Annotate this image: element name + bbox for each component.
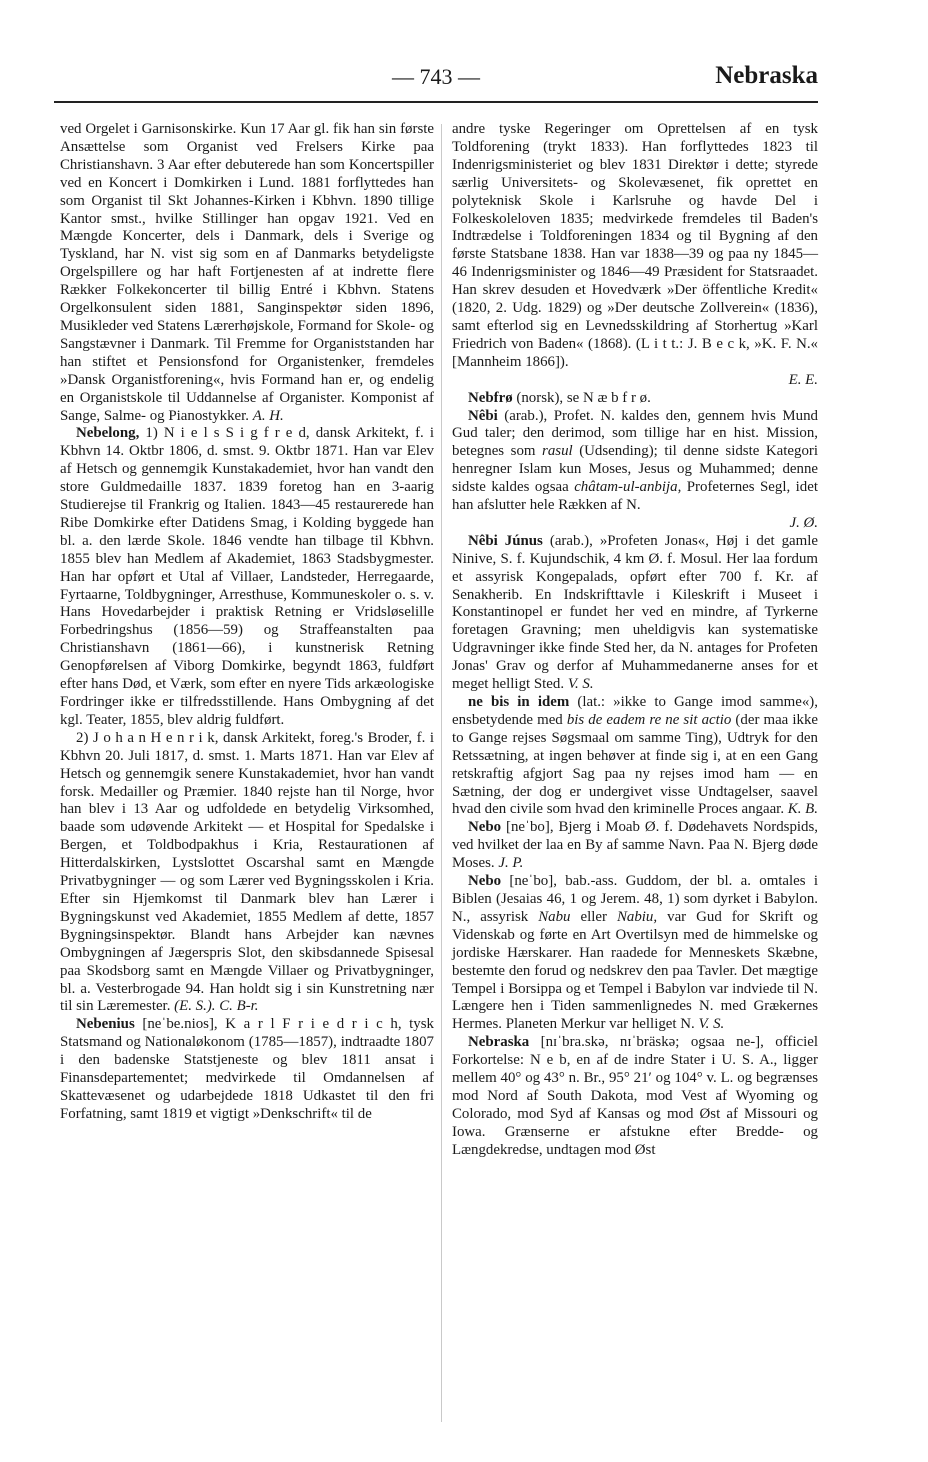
right-column <box>452 121 818 1417</box>
author-signature: V. S. <box>567 676 594 693</box>
entry-ne-bis-in-idem: ne bis in idem (lat.: »ikke to Gange imod samme«), ensbetydende med bis de eadem re ne sit actio (der maa ikke to Gange rejses Søgsmaal om samme Ting), Udtryk for den Retssætning, at ingen behøver at finde sig i, at en een Gang retskraftig afgjort Sag paa ny rejses imod ham — en Sætning, der dog er undergivet visse Undtagelser, saavel hvad den civile som hvad den kriminelle Proces angaar. K. B. <box>452 694 819 818</box>
entry-nebo-deity: Nebo [neˈbo], bab.-ass. Guddom, der bl. a. omtales i Biblen (Jesaias 46, 1 og Jerem. 48, 1) som dyrket i Babylon. N., assyrisk Nabu eller Nabiu, var Gud for Skrift og Videnskab og førte en Art Overtilsyn med de himmelske og jordiske Hærskarer. Han raadede for Menneskets Skæbne, bestemte den forud og nedskrev den paa Tavler. Det mægtige Tempel i Borsippa og et Tempel i Babylon var indviede til N. Længere hen i Tiden sammenlignedes N. med Grækernes Hermes. Planeten Merkur var helliget N. V. S. <box>452 873 818 1033</box>
author-signature: (E. S.). C. B-r. <box>174 998 259 1015</box>
entry-nebraska: Nebraska [nɪˈbra.skə, nɪˈbräskə; ogsaa ne-], officiel Forkortelse: N e b, en af de indre Stater i U. S. A., ligger mellem 40° og 43° n. Br., 95° 21′ og 104° v. L. og begrænses mod Nord af South Dakota, mod Vest af Wyoming og Colorado, mod Syd af Kansas og mod Øst af Missouri og Iowa. Grænserne er afstukne efter Bredde- og Længdekredse, undtagen mod Øst <box>452 1034 818 1158</box>
left-column <box>60 121 434 1417</box>
headword: Nebo <box>468 819 502 836</box>
author-signature: J. Ø. <box>789 514 818 531</box>
headword: Nebo <box>468 873 502 890</box>
entry-nebi-junus: Nêbi Júnus (arab.), »Profeten Jonas«, Høj i det gamle Ninive, S. f. Kujundschik, 4 km Ø. f. Mosul. Her laa fordum et assyrisk Kongepalads, opført efter 700 f. Kr. af Senakherib. En Indskrifttavle i Kileskrift i Museet i Konstantinopel er fundet her ved en mindre, af Tyrkerne foretagen Gravning; men uheldigvis kan systematiske Udgravninger ikke finde Sted her, da N. antages for Profeten Jonas' Grav og derfor af Muhammedanerne anses for et meget helligt Sted. V. S. <box>452 532 818 693</box>
entry-nebo-mountain: Nebo [neˈbo], Bjerg i Moab Ø. f. Dødehavets Nordspids, ved hvilket der laa en By af samme Navn. Paa N. Bjerg døde Moses. J. P. <box>452 819 819 872</box>
headword: ne bis in idem <box>468 694 570 710</box>
running-head: Nebraska <box>715 62 818 89</box>
headword: Nebfrø <box>468 389 513 406</box>
entry-nebfro: Nebfrø (norsk), se N æ b f r ø. <box>468 389 651 406</box>
entry-paragraph: 2) J o h a n H e n r i k, dansk Arkitekt, foreg.'s Broder, f. i Kbhvn 20. Juli 1817, d. smst. 1. Marts 1871. Han var Elev af Hetsch og gennemgik senere Kunstakademiet, hvor han vandt forsk. Medailler og Præmier. 1840 rejste han til Norge, hvor han blev i 13 Aar og udfoldede en betydelig Virksomhed, baade som udøvende Arkitekt — et Hospital for Spedalske i Bergen, et Toldbodpakhus i Kria, Restaurationen af Hitterdalskirken, Lystslottet Oscarshal samt en Mængde Privatbygninger — og som Lærer ved Bygningsskolen i Kria. Efter sin Hjemkomst til Danmark blev han Lærer i Bygningskunst ved Akademiet, 1855 Medlem af dette, 1857 Bygningsinspektør. Blandt hans Arbejder kan nævnes Ombygningen af Jægerspris Slot, den skibsdannede Spisesal paa Skodsborg samt en Mængde Villaer og Privatbygninger, bl. a. Vesterbrogade 94. Han holdt sig i sin Kunstretning nær til sin Læremester. (E. S.). C. B-r. <box>60 729 434 1015</box>
header-rule <box>54 101 818 103</box>
entry-nebelong: Nebelong, 1) N i e l s S i g f r e d, dansk Arkitekt, f. i Kbhvn 14. Oktbr 1806, d. smst. 9. Oktbr 1871. Han var Elev af Hetsch og gennemgik Kunstakademiet, hvor han vandt den store Guldmedaille 1837. 1839 foretog han en 3-aarig Studierejse til Frankrig og Italien. 1843—45 restaurerede han Ribe Domkirke efter Datidens Smag, i Kolding byggede han bl. a. den lærde Skole. 1846 vendte han tilbage til Kbhvn. 1855 blev han Medlem af Akademiet, 1863 Stadsbygmester. Han har opført et Utal af Villaer, Landsteder, Herregaarde, Fyrtaarne, Toldbygninger, Arresthuse, Kommuneskoler o. s. v. Hans Hovedarbejder i praktisk Retning er Vridsløselille Forbedringshus (1856—59) og Straffeanstalten paa Christianshavn (1861—66), i kunstnerisk Retning Genopførelsen af Viborg Domkirke, begyndt 1863, fuldført efter hans Død, et Værk, som efter en nyere Tids arkæologiske Fordringer ikke er tilfredsstillende. Hans Ombygning af det kgl. Teater, 1855, blev aldrig fuldført. <box>60 425 434 728</box>
headword: Nebraska <box>468 1034 530 1051</box>
entry-paragraph: andre tyske Regeringer om Oprettelsen af en tysk Toldforening (trykt 1833). Han forflyttedes 1823 til Indenrigsministeriet og blev 1831 Direktør i dette; styrede særlig Universitets- og Skolevæsenet, fik oprettet en polyteknisk Skole i Karlsruhe og havde Del i Folkeskoleloven 1835; medvirkede fremdeles til Baden's Indtrædelse i Toldforeningen 1834 og til Bygning af den første Statsbane 1838. Han var 1838—39 og paa ny 1845—46 Indenrigsminister og 1846—49 Præsident for Statsraadet. Han skrev desuden et Hovedværk »Der öffentliche Kredit« (1820, 2. Udg. 1829) og »Der deutsche Zollverein« (1836), samt efterlod sig en Levnedsskildring af Storhertug »Karl Friedrich von Baden« (1868). (L i t t.: J. B e c k, »K. F. N.« [Mannheim 1866]). <box>452 121 818 370</box>
headword: Nebelong, <box>76 425 140 442</box>
entry-nebenius: Nebenius [neˈbe.nios], K a r l F r i e d r i c h, tysk Statsmand og Nationaløkonom (1785—1857), indtraadte 1807 i den badenske Statstjeneste og blev 1811 ansat i Finansdepartementet; medvirkede til Omdannelsen af Skattevæsenet og udarbejdede 1818 Udkastet til den fri Forfatning, samt 1819 et vigtigt »Denkschrift« til de <box>60 1016 434 1122</box>
headword: Nêbi <box>468 407 498 424</box>
author-signature: J. P. <box>498 855 524 872</box>
entry-nebi: Nêbi (arab.), Profet. N. kaldes den, gennem hvis Mund Gud taler; den derimod, som tillige har en hist. Mission, betegnes som rasul (Udsending); til denne sidste Kategori henregner Islam kun Moses, Jesus og Muhammed; denne sidste kaldes ogsaa châtam-ul-anbija, Profeternes Segl, idet han afslutter hele Rækken af N. <box>452 407 818 514</box>
column-separator <box>441 124 442 1422</box>
author-signature: V. S. <box>698 1016 725 1033</box>
entry-paragraph: ved Orgelet i Garnisonskirke. Kun 17 Aar gl. fik han sin første Ansættelse som Organist ved Frelsers Kirke paa Christianshavn. 3 Aar efter debuterede han som Koncertspiller ved en Koncert i Domkirken i Lund. 1881 forflyttedes han som Organist til Skt Johannes-Kirken i Kbhvn. 1890 tillige Kantor smst., hvilke Stillinger han opgav 1921. Ved en Mængde Koncerter, dels i Danmark, dels i Sverige og Tyskland, har N. vist sig som en af Danmarks betydeligste Orgelspillere og har haft Fortjenesten af at indrette flere Rækker Folkekoncerter til billig Entré i Kbhvn. Statens Orgelkonsulent siden 1881, Sanginspektør siden 1896, Musikleder ved Statens Lærerhøjskole, Formand for Skole- og Sangstævner i Danmark. Til Fremme for Organiststanden har han stiftet et Pensionsfond for Organistenker, fremdeles »Dansk Organistforening«, hvis Formand han er, og endelig en Organistskole til Uddannelse af Organister. Komponist af Sange, Salme- og Pianostykker. A. H. <box>60 121 434 424</box>
headword: Nebenius <box>76 1016 135 1033</box>
page-header <box>54 62 818 102</box>
page-number: — 743 — <box>392 64 480 89</box>
author-signature: K. B. <box>787 801 818 818</box>
headword: Nêbi Júnus <box>468 532 543 549</box>
author-signature: A. H. <box>252 407 284 424</box>
author-signature: E. E. <box>788 371 818 388</box>
